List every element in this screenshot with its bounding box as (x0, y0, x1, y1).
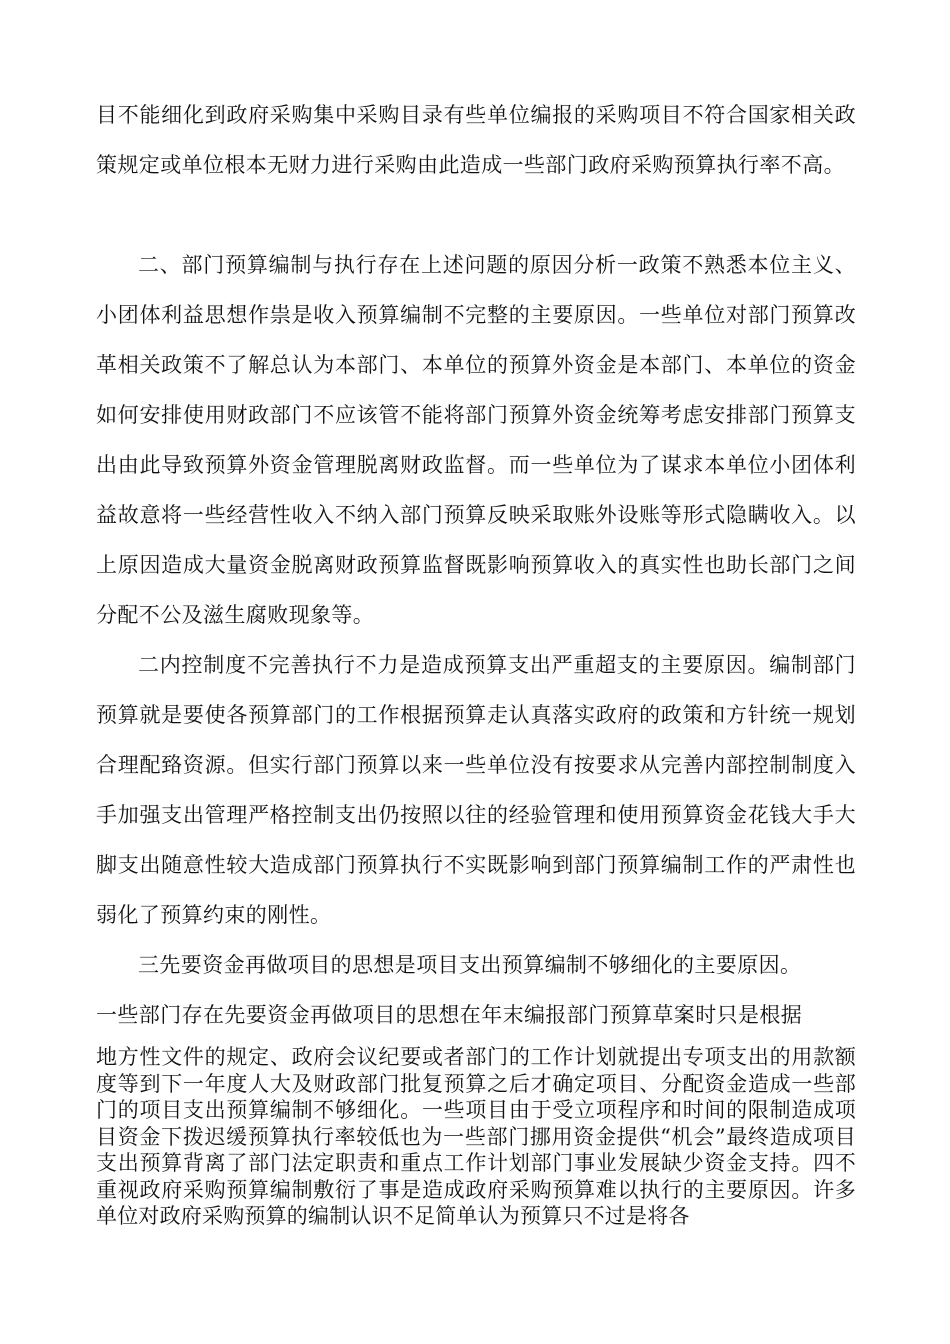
paragraph-3: 二内控制度不完善执行不力是造成预算支出严重超支的主要原因。编制部门预算就是要使各预算部门的工作根据预算走认真落实政府的政策和方针统一规划合理配臵资源。但实行部门预算以来一些单位没有按要求从完善内部控制制度入手加强支出管理严格控制支出仍按照以往的经验管理和使用预算资金花钱大手大脚支出随意性较大造成部门预算执行不实既影响到部门预算编制工作的严肃性也弱化了预算约束的刚性。 (96, 653, 856, 927)
paragraph-4: 三先要资金再做项目的思想是项目支出预算编制不够细化的主要原因。 (138, 953, 802, 977)
paragraph-6: 地方性文件的规定、政府会议纪要或者部门的工作计划就提出专项支出的用款额度等到下一年度人大及财政部门批复预算之后才确定项目、分配资金造成一些部门的项目支出预算编制不够细化。一些项目由于受立项程序和时间的限制造成项目资金下拨迟缓预算执行率较低也为一些部门挪用资金提供“机会”最终造成项目支出预算背离了部门法定职责和重点工作计划部门事业发展缺少资金支持。四不重视政府采购预算编制敷衍了事是造成政府采购预算难以执行的主要原因。许多单位对政府采购预算的编制认识不足简单认为预算只不过是将各 (96, 1045, 856, 1228)
paragraph-5: 一些部门存在先要资金再做项目的思想在年末编报部门预算草案时只是根据 (96, 1003, 803, 1027)
paragraph-2: 二、部门预算编制与执行存在上述问题的原因分析一政策不熟悉本位主义、小团体利益思想作祟是收入预算编制不完整的主要原因。一些单位对部门预算改革相关政策不了解总认为本部门、本单位的预算外资金是本部门、本单位的资金如何安排使用财政部门不应该管不能将部门预算外资金统筹考虑安排部门预算支出由此导致预算外资金管理脱离财政监督。而一些单位为了谋求本单位小团体利益故意将一些经营性收入不纳入部门预算反映采取账外设账等形式隐瞒收入。以上原因造成大量资金脱离财政预算监督既影响预算收入的真实性也助长部门之间分配不公及滋生腐败现象等。 (96, 253, 856, 627)
paragraph-1: 目不能细化到政府采购集中采购目录有些单位编报的采购项目不符合国家相关政策规定或单位根本无财力进行采购由此造成一些部门政府采购预算执行率不高。 (96, 103, 856, 177)
